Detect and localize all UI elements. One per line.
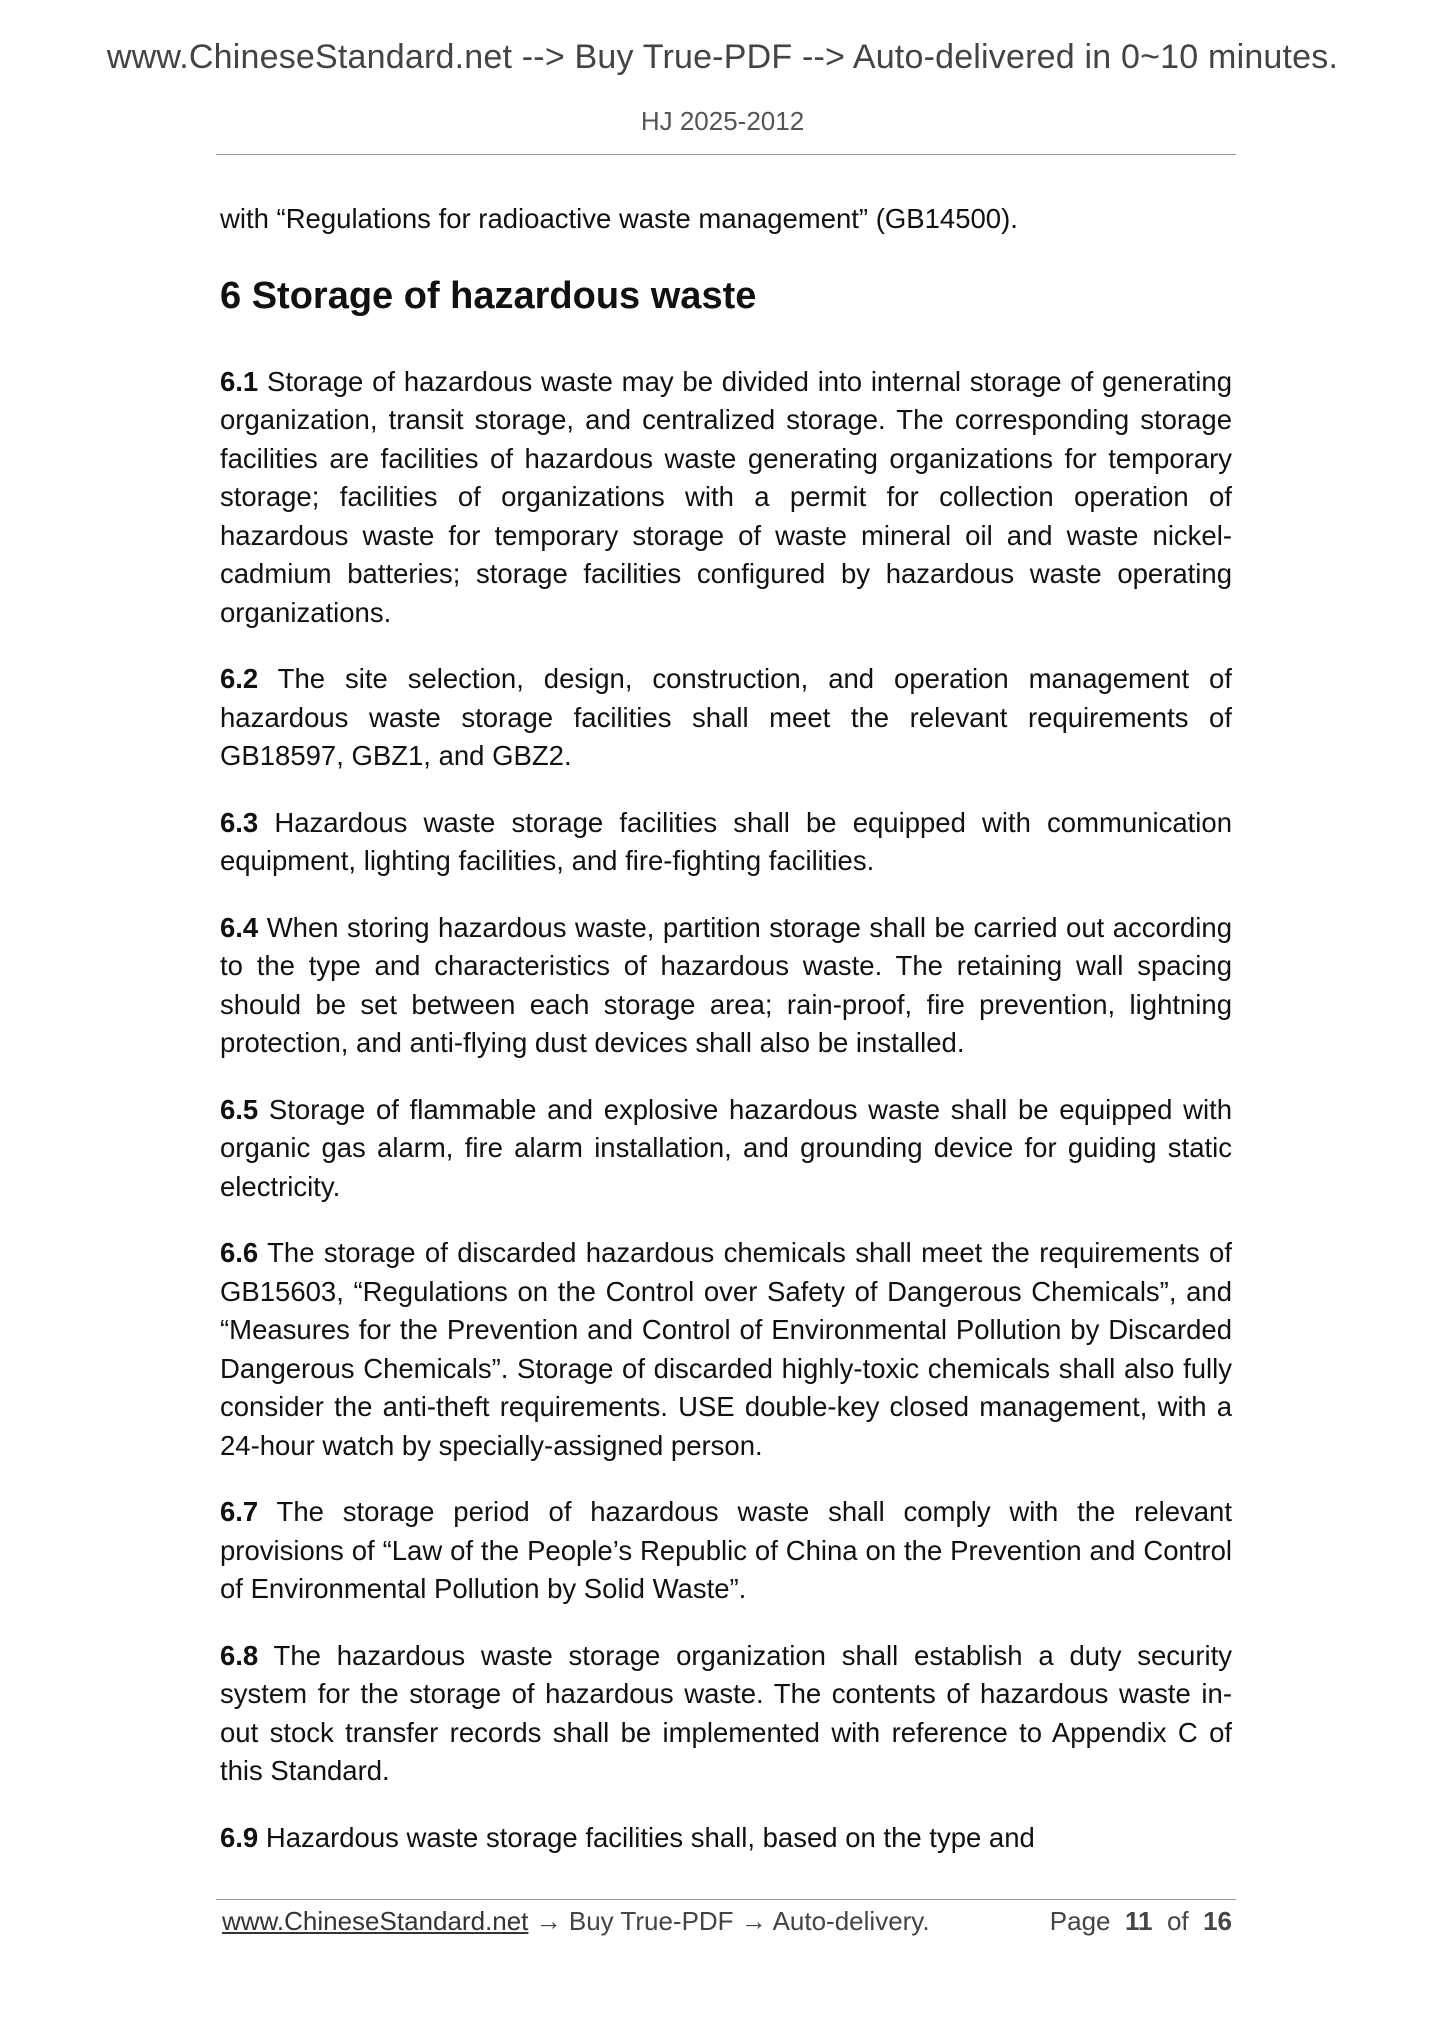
clause bbox=[220, 804, 1232, 881]
clause-number: 6.5 bbox=[220, 1093, 259, 1125]
clause bbox=[220, 1819, 1232, 1858]
footer-tagline: → Buy True-PDF → Auto-delivery. bbox=[528, 1906, 930, 1936]
section-title: 6 Storage of hazardous waste bbox=[220, 274, 757, 317]
page-indicator bbox=[1050, 1904, 1232, 1938]
clause bbox=[220, 1091, 1232, 1207]
clause-number: 6.4 bbox=[220, 911, 259, 943]
clause-number: 6.1 bbox=[220, 365, 259, 397]
clause-number: 6.9 bbox=[220, 1821, 259, 1853]
clause bbox=[220, 1637, 1232, 1791]
page-label: Page bbox=[1049, 1906, 1111, 1936]
top-banner: www.ChineseStandard.net --> Buy True-PDF --> Auto-delivered in 0~10 minutes. bbox=[106, 38, 1339, 76]
footer-divider bbox=[216, 1899, 1236, 1900]
clause-text: The storage of discarded hazardous chemicals shall meet the requirements of GB15603, “Regulations on the Control over Safety of Dangerous Chemicals”, and “Measures for the Prevention and Control of Environmental Pollution by Discarded Dangerous Chemicals”. Storage of discarded highly-toxic chemicals shall also fully consider the anti-theft requirements. USE double-key closed management, with a 24-hour watch by specially-assigned person. bbox=[220, 1237, 1232, 1461]
clause bbox=[220, 1234, 1232, 1465]
page-content bbox=[220, 200, 1232, 1885]
clause-text: Storage of hazardous waste may be divided into internal storage of generating organization, transit storage, and centralized storage. The corresponding storage facilities are facilities of hazardous waste generating organizations for temporary storage; facilities of organizations with a permit for collection operation of hazardous waste for temporary storage of waste mineral oil and waste nickel-cadmium batteries; storage facilities configured by hazardous waste operating organizations. bbox=[220, 365, 1232, 628]
clause-text: The site selection, design, construction, and operation management of hazardous waste storage facilities shall meet the relevant requirements of GB18597, GBZ1, and GBZ2. bbox=[220, 663, 1232, 771]
header-divider bbox=[216, 154, 1236, 155]
footer bbox=[222, 1904, 1232, 1938]
clause bbox=[220, 660, 1232, 776]
clause-text: Hazardous waste storage facilities shall, based on the type and bbox=[258, 1821, 1035, 1853]
clause-number: 6.2 bbox=[220, 663, 259, 694]
clause bbox=[220, 1493, 1232, 1609]
clause-text: The hazardous waste storage organization shall establish a duty security system for the storage of hazardous waste. The contents of hazardous waste in-out stock transfer records shall be implemented with reference to Appendix C of this Standard. bbox=[220, 1639, 1232, 1786]
total-pages: 16 bbox=[1203, 1906, 1232, 1936]
clause-number: 6.7 bbox=[220, 1496, 259, 1527]
of-label: of bbox=[1166, 1906, 1189, 1936]
clause-text: When storing hazardous waste, partition storage shall be carried out according to the type and characteristics of hazardous waste. The retaining wall spacing should be set between each storage area; rain-proof, fire prevention, lightning protection, and anti-flying dust devices shall also be installed. bbox=[220, 911, 1232, 1058]
current-page: 11 bbox=[1124, 1906, 1153, 1936]
clause-text: Storage of flammable and explosive hazardous waste shall be equipped with organic gas alarm, fire alarm installation, and grounding device for guiding static electricity. bbox=[220, 1093, 1232, 1202]
continued-paragraph: with “Regulations for radioactive waste management” (GB14500). bbox=[220, 203, 1018, 234]
clause-text: The storage period of hazardous waste shall comply with the relevant provisions of “Law of the People’s Republic of China on the Prevention and Control of Environmental Pollution by Solid Waste”. bbox=[220, 1496, 1232, 1604]
clause-number: 6.6 bbox=[220, 1237, 259, 1268]
clause bbox=[220, 363, 1232, 633]
clause bbox=[220, 909, 1232, 1063]
clause-number: 6.3 bbox=[220, 806, 259, 838]
document-code: HJ 2025-2012 bbox=[640, 106, 805, 136]
clause-number: 6.8 bbox=[220, 1639, 259, 1671]
clause-text: Hazardous waste storage facilities shall be equipped with communication equipment, lighting facilities, and fire-fighting facilities. bbox=[220, 806, 1232, 876]
footer-site-link[interactable]: www.ChineseStandard.net bbox=[222, 1906, 529, 1936]
